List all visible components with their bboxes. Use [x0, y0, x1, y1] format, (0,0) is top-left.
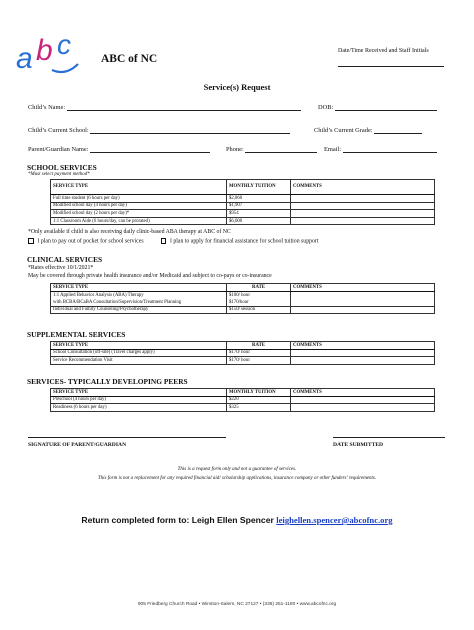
- table-header-row: [51, 342, 435, 350]
- child-school-row: [28, 127, 290, 134]
- phone-label: Phone:: [226, 146, 244, 153]
- parent-name-field[interactable]: [90, 146, 210, 153]
- email-field[interactable]: [343, 146, 437, 153]
- financial-assistance-label: I plan to apply for financial assistance for school tuition support: [170, 238, 319, 245]
- header-rate: RATE: [227, 342, 291, 350]
- child-school-label: Child’s Current School:: [28, 127, 89, 134]
- school-services-note: *Only available if child is also receiving daily clinic-based ABA therapy at ABC of NC: [28, 229, 231, 235]
- school-services-subtitle: *Must select payment method*: [28, 172, 90, 177]
- rate-cell: $6,000: [227, 217, 291, 225]
- peers-services-title: SERVICES- TYPICALLY DEVELOPING PEERS: [27, 377, 188, 386]
- service-cell: Individual and Family Counseling/Psychotherapy: [51, 306, 227, 314]
- school-services-title: SCHOOL SERVICES: [27, 163, 97, 172]
- comments-cell[interactable]: [291, 404, 435, 412]
- dob-field[interactable]: [335, 104, 437, 111]
- date-received-label: Date/Time Received and Staff Initials: [338, 48, 429, 54]
- date-submitted-label: DATE SUBMITTED: [333, 442, 384, 448]
- table-row: [51, 210, 435, 218]
- rate-cell: $2,860: [227, 195, 291, 203]
- pay-out-of-pocket-label: I plan to pay out of pocket for school services: [37, 238, 144, 245]
- email-row: [324, 146, 437, 153]
- table-row: [51, 349, 435, 357]
- footer-address: 905 Friedberg Church Road • Winston-Salem, NC 27127 • (336) 251-1180 • www.abcofnc.org: [137, 602, 337, 607]
- table-row: [51, 217, 435, 225]
- service-line: 1:1 Applied Behavior Analysis (ABA) Therapy: [53, 292, 144, 298]
- dob-row: [318, 104, 437, 111]
- signature-field[interactable]: [28, 437, 226, 438]
- rate-cell: $1,907: [227, 202, 291, 210]
- header-service-type: SERVICE TYPE: [51, 389, 227, 397]
- service-cell: Full time student (6 hours per day): [51, 195, 227, 203]
- signature-label: SIGNATURE OF PARENT/GUARDIAN: [28, 442, 127, 448]
- service-cell: Modified school day (4 hours per day): [51, 202, 227, 210]
- header-service-type: SERVICE TYPE: [51, 342, 227, 350]
- rate-cell: $170/ hour: [227, 349, 291, 357]
- rate-line: $100/ hour: [229, 292, 250, 298]
- service-line: with BCBA/BCaBA Consultation/Supervision/Treatment Planning: [53, 299, 182, 305]
- header-comments: COMMENTS: [291, 342, 435, 350]
- date-received-field[interactable]: [338, 66, 444, 67]
- child-grade-field[interactable]: [374, 127, 422, 134]
- parent-name-label: Parent/Guardian Name:: [28, 146, 89, 153]
- comments-cell[interactable]: [291, 349, 435, 357]
- payment-options-row: [28, 238, 318, 245]
- logo-letter-b: b: [36, 34, 53, 67]
- dob-label: DOB:: [318, 104, 334, 111]
- comments-cell[interactable]: [291, 202, 435, 210]
- child-name-label: Child’s Name:: [28, 104, 66, 111]
- pay-out-of-pocket-checkbox[interactable]: [28, 238, 34, 244]
- school-services-table: [50, 179, 435, 225]
- rate-cell: $220: [227, 396, 291, 404]
- table-row: [51, 404, 435, 412]
- service-cell: Readiness (6 hours per day): [51, 404, 227, 412]
- table-header-row: [51, 389, 435, 397]
- header-service-type: SERVICE TYPE: [51, 180, 227, 195]
- supplemental-services-title: SUPPLEMENTAL SERVICES: [27, 330, 126, 339]
- phone-row: [226, 146, 317, 153]
- header-comments: COMMENTS: [291, 389, 435, 397]
- logo-smile: [52, 64, 78, 72]
- table-row: [51, 202, 435, 210]
- logo-letter-c: c: [57, 30, 71, 60]
- date-submitted-field[interactable]: [333, 437, 445, 438]
- table-header-row: [51, 284, 435, 292]
- rate-cell: [227, 291, 291, 306]
- return-label: Return completed form to: Leigh Ellen Spencer: [81, 515, 274, 525]
- disclaimer-line-2: This form is not a replacement for any required financial aid/ scholarship applications, insurance company or other funders’ requirements.: [97, 476, 377, 481]
- rate-cell: $170/ hour: [227, 357, 291, 365]
- child-grade-label: Child’s Current Grade:: [314, 127, 373, 134]
- header-monthly-tuition: MONTHLY TUITION: [227, 389, 291, 397]
- table-row: [51, 291, 435, 306]
- comments-cell[interactable]: [291, 291, 435, 306]
- service-cell: Preschool (4 hours per day): [51, 396, 227, 404]
- parent-name-row: [28, 146, 210, 153]
- clinical-services-table: [50, 283, 435, 314]
- clinical-services-title: CLINICAL SERVICES: [27, 255, 103, 264]
- abc-logo-icon: [14, 30, 84, 80]
- child-name-field[interactable]: [67, 104, 301, 111]
- comments-cell[interactable]: [291, 217, 435, 225]
- comments-cell[interactable]: [291, 357, 435, 365]
- rate-line: $170/hour: [229, 299, 249, 305]
- service-cell: Service Recommendation Visit: [51, 357, 227, 365]
- table-row: [51, 357, 435, 365]
- child-name-row: [28, 104, 301, 111]
- header-comments: COMMENTS: [291, 284, 435, 292]
- clinical-coverage-note: May be covered through private health insurance and/or Medicaid and subject to co-pays or co-insurance: [28, 273, 272, 279]
- header-service-type: SERVICE TYPE: [51, 284, 227, 292]
- clinical-rates-note: *Rates effective 10/1/2021*: [28, 265, 94, 271]
- comments-cell[interactable]: [291, 210, 435, 218]
- table-row: [51, 396, 435, 404]
- rate-cell: $954: [227, 210, 291, 218]
- email-label: Email:: [324, 146, 342, 153]
- logo-letter-a: a: [16, 42, 33, 75]
- peers-services-table: [50, 388, 435, 412]
- comments-cell[interactable]: [291, 306, 435, 314]
- table-header-row: [51, 180, 435, 195]
- return-email-link[interactable]: leighellen.spencer@abcofnc.org: [276, 515, 393, 525]
- rate-cell: $325: [227, 404, 291, 412]
- supplemental-services-table: [50, 341, 435, 365]
- org-name: ABC of NC: [101, 53, 158, 65]
- return-instructions: [0, 515, 474, 525]
- disclaimer-line-1: This is a request form only and not a guarantee of services.: [177, 467, 297, 472]
- rate-cell: $150/ session: [227, 306, 291, 314]
- service-cell: Modified school day (2 hours per day)*: [51, 210, 227, 218]
- phone-field[interactable]: [245, 146, 317, 153]
- header-comments: COMMENTS: [291, 180, 435, 195]
- header-monthly-tuition: MONTHLY TUITION: [227, 180, 291, 195]
- child-school-field[interactable]: [90, 127, 290, 134]
- service-cell: School Consultation (off-site) (Travel charges apply): [51, 349, 227, 357]
- financial-assistance-checkbox[interactable]: [161, 238, 167, 244]
- header-rate: RATE: [227, 284, 291, 292]
- child-grade-row: [314, 127, 422, 134]
- service-cell: 1:1 Classroom Aide (6 hours/day, can be prorated): [51, 217, 227, 225]
- comments-cell[interactable]: [291, 396, 435, 404]
- service-cell: [51, 291, 227, 306]
- comments-cell[interactable]: [291, 195, 435, 203]
- table-row: [51, 306, 435, 314]
- form-title: Service(s) Request: [203, 82, 271, 92]
- table-row: [51, 195, 435, 203]
